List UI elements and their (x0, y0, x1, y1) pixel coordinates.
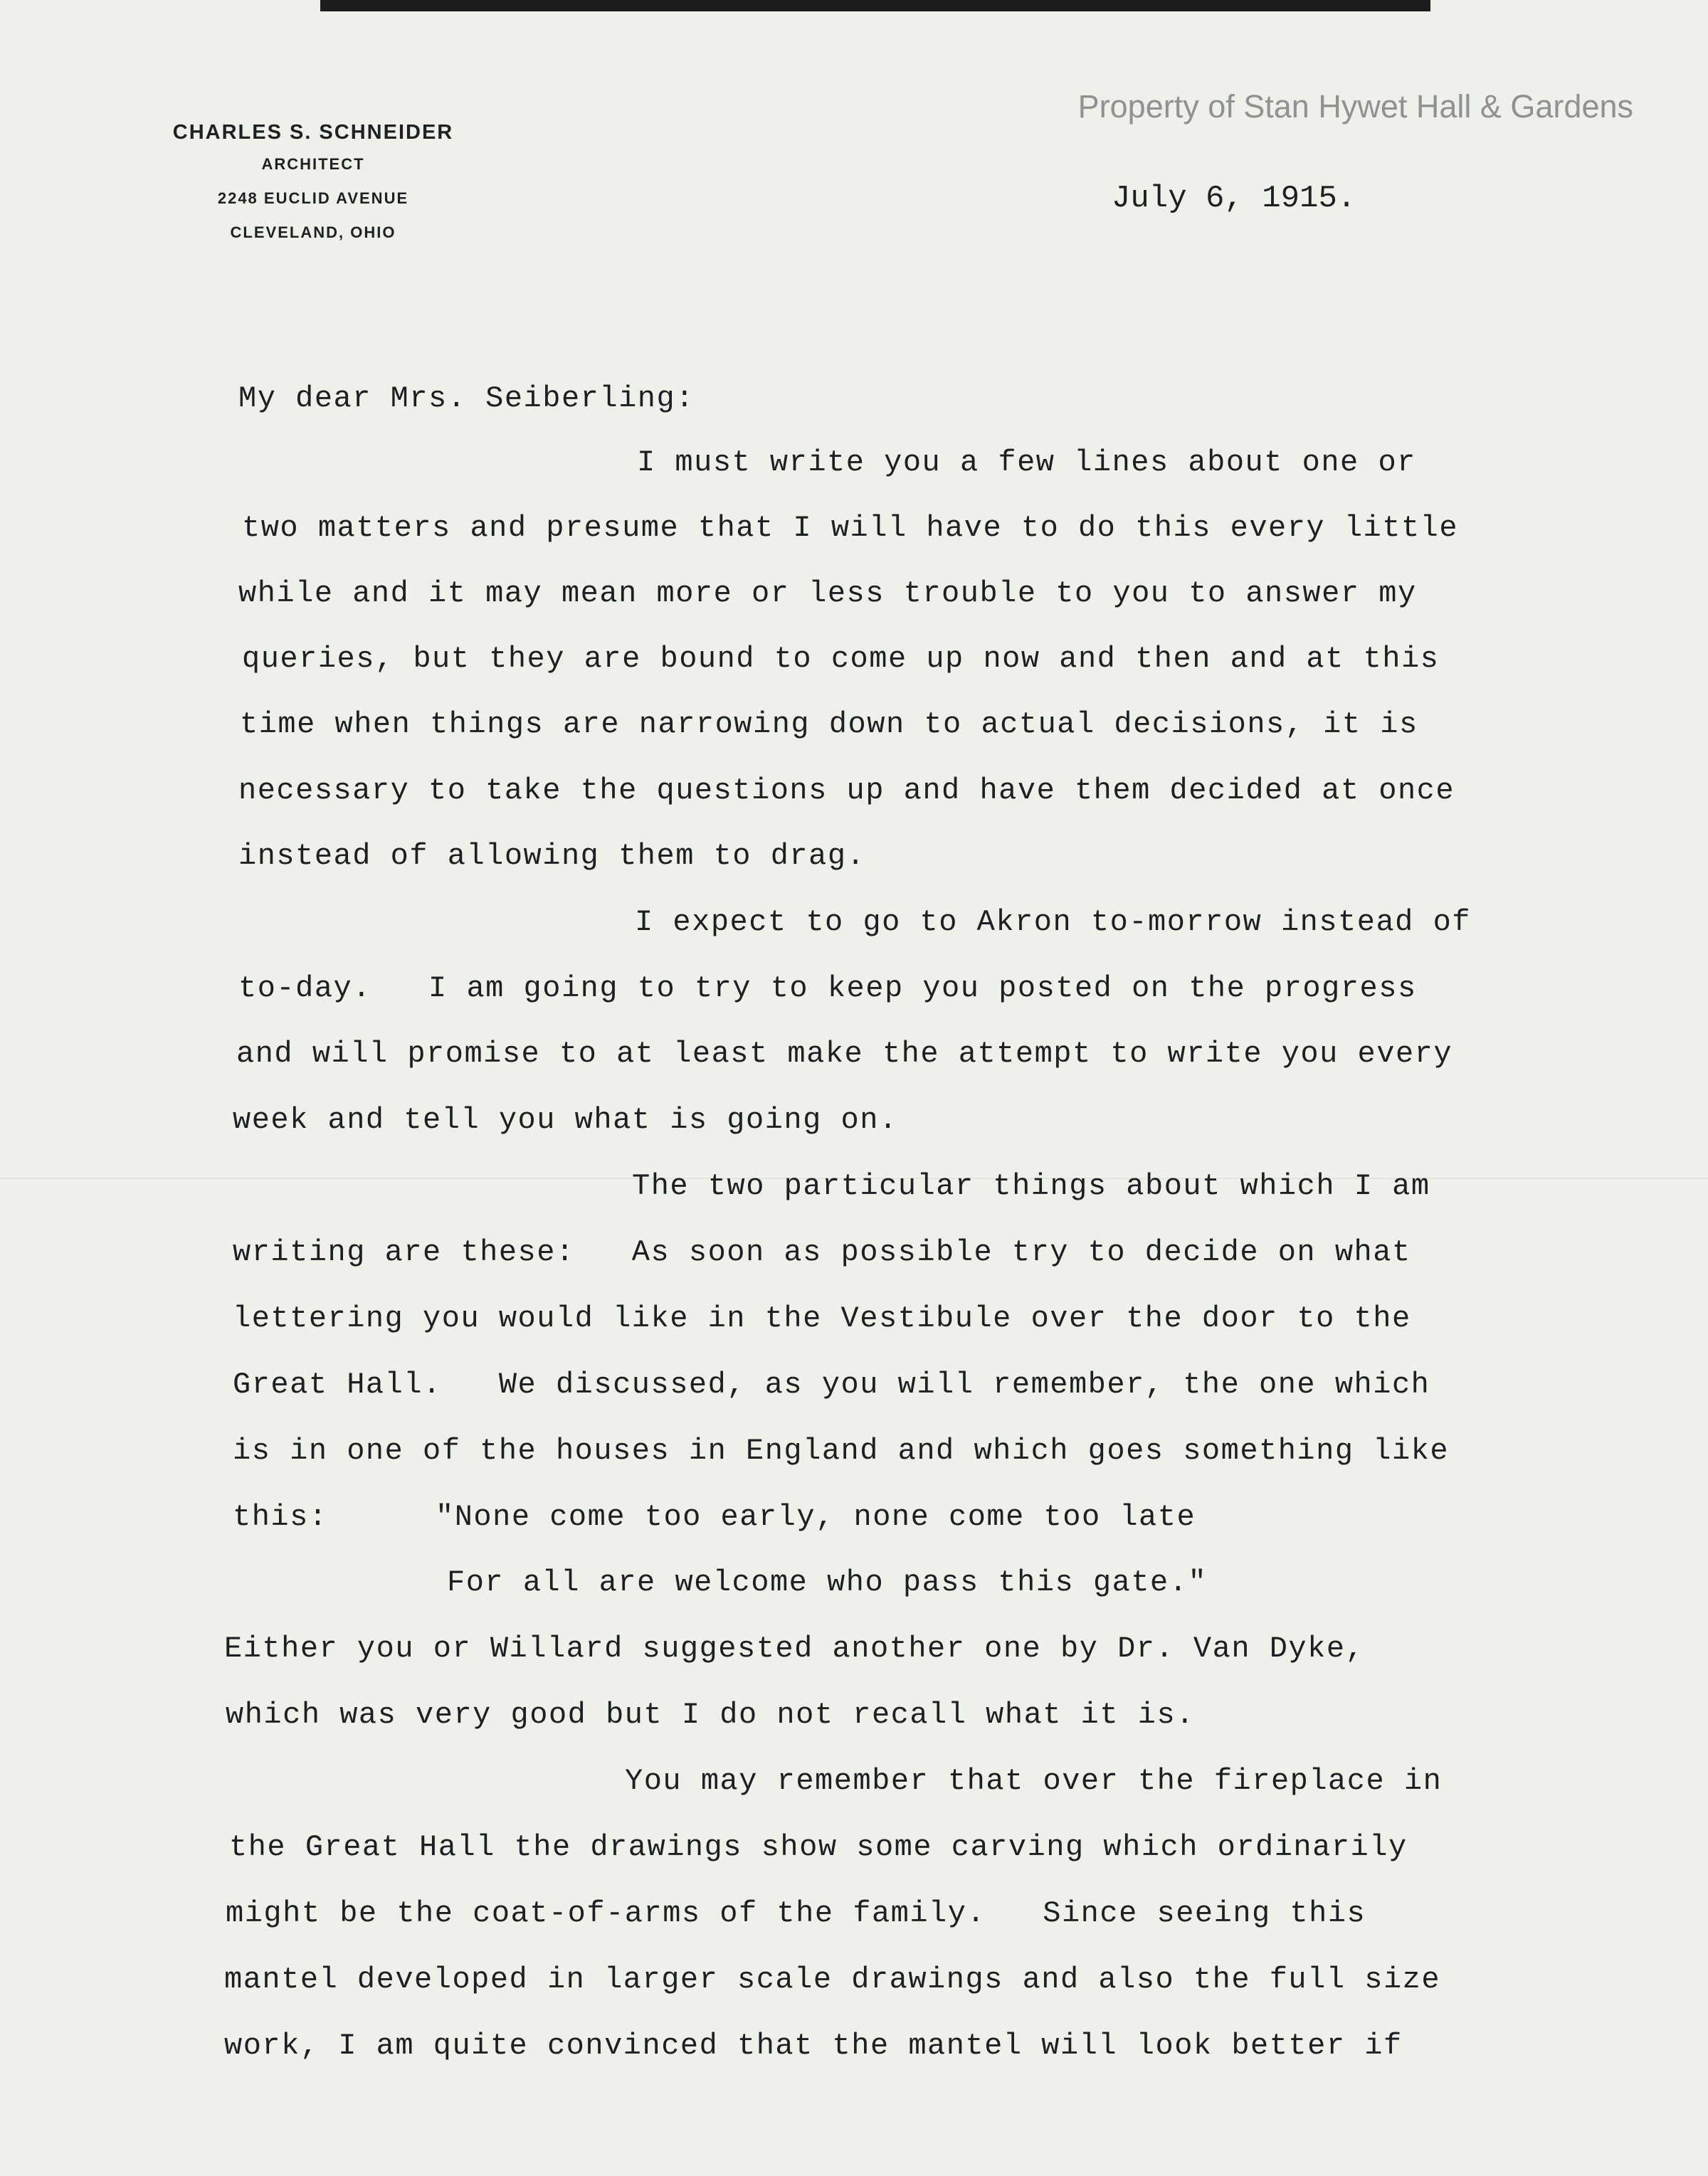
quote-line: "None come too early, none come too late (436, 1500, 1196, 1534)
letterhead-city: CLEVELAND, OHIO (230, 223, 396, 241)
body-line: while and it may mean more or less trouble to you to answer my (238, 576, 1417, 611)
letterhead-street: 2248 EUCLID AVENUE (217, 189, 409, 207)
watermark: Property of Stan Hywet Hall & Gardens (1077, 88, 1633, 125)
body-line: is in one of the houses in England and which goes something like (233, 1434, 1450, 1468)
body-line: and will promise to at least make the attempt to write you every (236, 1037, 1453, 1071)
body-line: queries, but they are bound to come up now and then and at this (242, 642, 1440, 676)
body-line: I must write you a few lines about one or (637, 445, 1416, 480)
body-line: instead of allowing them to drag. (238, 839, 866, 873)
body-line: the Great Hall the drawings show some carving which ordinarily (229, 1830, 1408, 1864)
body-line: week and tell you what is going on. (233, 1103, 898, 1137)
scan-edge-bar (320, 0, 1430, 11)
body-line: which was very good but I do not recall what it is. (226, 1698, 1195, 1732)
body-line: mantel developed in larger scale drawings and also the full size (224, 1963, 1441, 1997)
body-line: time when things are narrowing down to actual decisions, it is (240, 707, 1418, 741)
letterhead (121, 117, 505, 250)
body-line: necessary to take the questions up and have them decided at once (238, 773, 1455, 808)
body-line: work, I am quite convinced that the mantel will look better if (224, 2029, 1403, 2063)
body-line: to-day. I am going to try to keep you posted on the progress (238, 971, 1417, 1005)
body-line: writing are these: As soon as possible try to decide on what (233, 1235, 1411, 1269)
body-line: I expect to go to Akron to-morrow instead of (635, 905, 1471, 939)
quote-line: For all are welcome who pass this gate." (447, 1565, 1208, 1600)
salutation: My dear Mrs. Seiberling: (238, 381, 695, 416)
body-line: The two particular things about which I am (632, 1169, 1430, 1203)
letterhead-name: CHARLES S. SCHNEIDER (172, 121, 454, 144)
body-line: Either you or Willard suggested another one by Dr. Van Dyke, (224, 1632, 1365, 1666)
body-line: this: (233, 1500, 328, 1534)
body-line: Great Hall. We discussed, as you will remember, the one which (233, 1368, 1430, 1402)
body-line: You may remember that over the fireplace in (625, 1764, 1443, 1798)
letterhead-title: ARCHITECT (261, 155, 365, 173)
body-line: lettering you would like in the Vestibule over the door to the (233, 1301, 1411, 1336)
body-line: two matters and presume that I will have to do this every little (242, 511, 1459, 545)
body-line: might be the coat-of-arms of the family. Since seeing this (226, 1896, 1366, 1931)
letter-date: July 6, 1915. (1112, 181, 1356, 216)
